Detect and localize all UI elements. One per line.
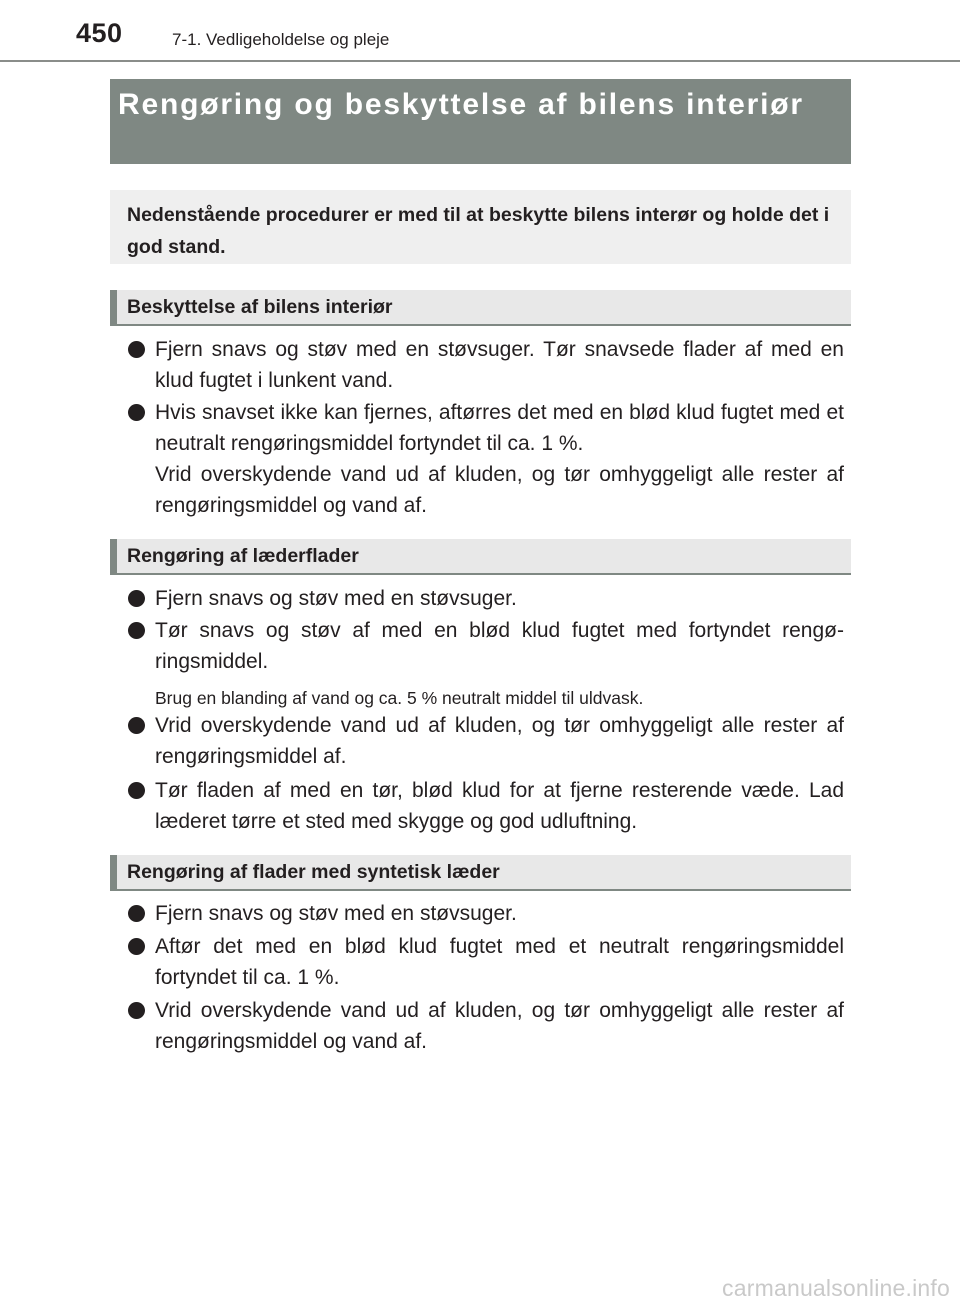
section-heading-protection <box>110 290 851 326</box>
section-bar <box>110 855 117 889</box>
chapter-title: 7-1. Vedligeholdelse og pleje <box>172 30 390 49</box>
list-item <box>128 995 844 1057</box>
list-item <box>128 931 844 993</box>
header-rule <box>0 60 960 62</box>
main-title-box <box>110 79 851 164</box>
section-heading-label: Rengøring af læderflader <box>127 545 359 567</box>
section-heading-synthetic-leather <box>110 855 851 891</box>
section-heading-label: Beskyttelse af bilens interiør <box>127 296 393 318</box>
list-item <box>128 334 844 396</box>
list-item-text: Vrid overskydende vand ud af kluden, og tør omhyggeligt alle rester af rengøringsmiddel af. <box>155 714 844 768</box>
page-number: 450 <box>76 18 123 48</box>
bullet-icon <box>128 622 145 639</box>
list-item <box>128 583 844 614</box>
bullet-icon <box>128 590 145 607</box>
intro-box <box>110 190 851 264</box>
page-header <box>0 0 960 62</box>
list-item-text: Hvis snavset ikke kan fjernes, aftørres det med en blød klud fugtet med et neutralt rengøringsmiddel fortyndet til ca. 1 %. <box>155 401 844 455</box>
list-item <box>128 775 844 837</box>
bullet-icon <box>128 782 145 799</box>
section-heading-label: Rengøring af flader med syntetisk læder <box>127 861 500 883</box>
bullet-icon <box>128 1002 145 1019</box>
list-item-text: Fjern snavs og støv med en støvsuger. <box>155 587 517 610</box>
section-bar <box>110 290 117 324</box>
note-text: Brug en blanding af vand og ca. 5 % neutralt middel til uldvask. <box>155 688 644 708</box>
bullet-icon <box>128 404 145 421</box>
list-item-text: Vrid overskydende vand ud af kluden, og tør omhyggeligt alle rester af rengøringsmiddel og vand af. <box>155 999 844 1053</box>
bullet-icon <box>128 905 145 922</box>
section-bar <box>110 539 117 573</box>
intro-text: Nedenstående procedurer er med til at beskytte bilens interør og holde det i god stand. <box>127 204 830 258</box>
bullet-icon <box>128 717 145 734</box>
bullet-icon <box>128 341 145 358</box>
main-title: Rengøring og beskyttelse af bilens interiør <box>118 88 804 121</box>
list-item <box>128 397 844 521</box>
list-item <box>128 710 844 772</box>
list-item <box>128 615 844 677</box>
list-item-text: Aftør det med en blød klud fugtet med et neutralt rengøringsmiddel fortyndet til ca. 1 %. <box>155 935 844 989</box>
list-item-text: Fjern snavs og støv med en støvsuger. <box>155 902 517 925</box>
list-item <box>128 898 844 929</box>
list-item-text: Fjern snavs og støv med en støvsuger. Tør snavsede flader af med en klud fugtet i lunkent vand. <box>155 338 844 392</box>
list-item-text: Tør fladen af med en tør, blød klud for at fjerne resterende væde. Lad læderet tørre et sted med skygge og god udluftning. <box>155 779 844 833</box>
section-heading-leather <box>110 539 851 575</box>
watermark: carmanualsonline.info <box>722 1275 950 1301</box>
list-item-extra: Vrid overskydende vand ud af kluden, og tør omhyggeligt alle rester af rengøringsmiddel og vand af. <box>155 463 844 517</box>
bullet-icon <box>128 938 145 955</box>
list-item-text: Tør snavs og støv af med en blød klud fugtet med fortyndet rengø-ringsmiddel. <box>155 619 844 673</box>
